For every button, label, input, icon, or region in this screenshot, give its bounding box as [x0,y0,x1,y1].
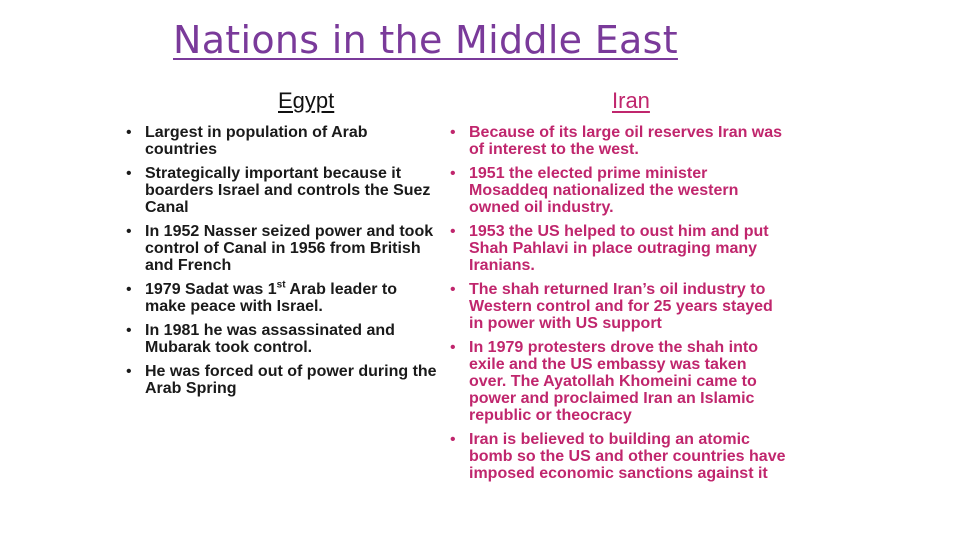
iran-bullet: • 1953 the US helped to oust him and put Shah Pahlavi in place outraging many Iranians. [450,223,786,274]
egypt-bullet [126,281,438,315]
egypt-bullet: • In 1952 Nasser seized power and took control of Canal in 1956 from British and French [126,223,438,274]
egypt-bullet: • Largest in population of Arab countries [126,124,438,158]
iran-bullet: • Because of its large oil reserves Iran was of interest to the west. [450,124,786,158]
iran-bullet: • 1951 the elected prime minister Mosaddeq nationalized the western owned oil industry. [450,165,786,216]
iran-bullet: • In 1979 protesters drove the shah into exile and the US embassy was taken over. The Ayatollah Khomeini came to power and proclaimed Iran an Islamic republic or theocracy [450,339,786,424]
iran-bullet-list [450,124,786,489]
ordinal-superscript: st [276,279,286,291]
iran-heading: Iran [612,88,650,113]
egypt-bullet-list [126,124,438,404]
egypt-bullet: • In 1981 he was assassinated and Mubarak took control. [126,322,438,356]
iran-bullet: • Iran is believed to building an atomic bomb so the US and other countries have imposed economic sanctions against it [450,431,786,482]
egypt-bullet-text: 1979 Sadat was 1 [145,281,277,298]
egypt-bullet: • Strategically important because it boarders Israel and controls the Suez Canal [126,165,438,216]
slide-title: Nations in the Middle East [173,18,678,62]
iran-bullet: • The shah returned Iran’s oil industry to Western control and for 25 years stayed in power with US support [450,281,786,332]
egypt-bullet: • He was forced out of power during the Arab Spring [126,363,438,397]
egypt-bullet-text: Arab leader to make peace with Israel. [145,281,397,315]
egypt-heading: Egypt [278,88,335,113]
